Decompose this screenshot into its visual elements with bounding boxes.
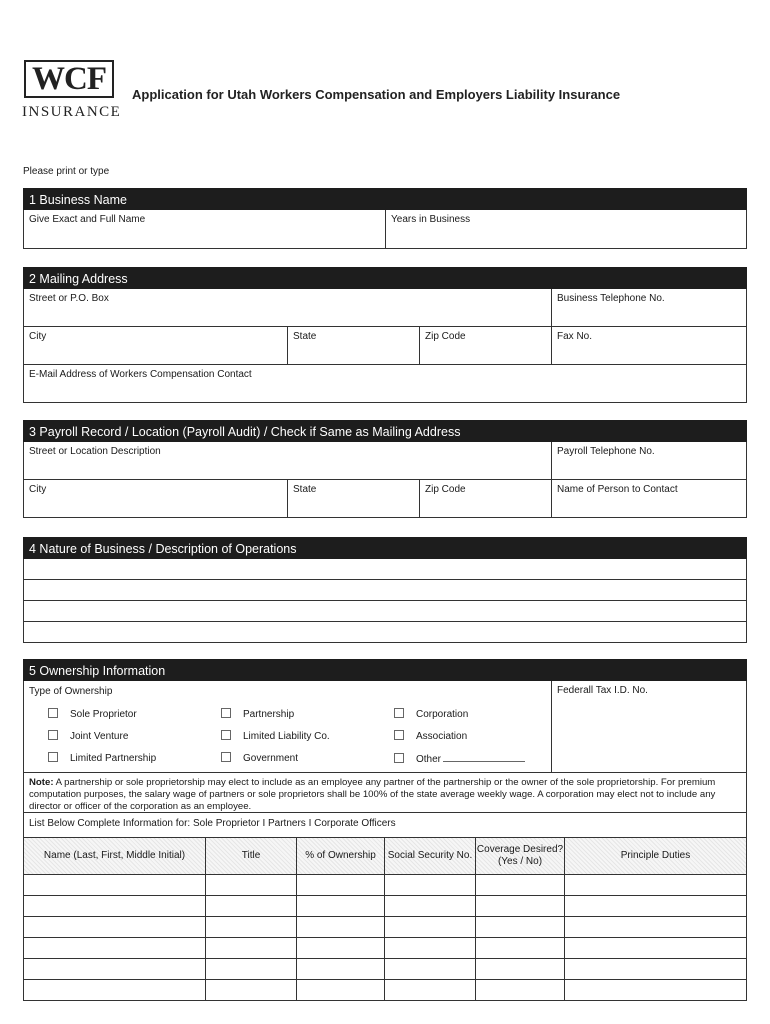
section-5-header: 5 Ownership Information — [23, 659, 747, 681]
checkbox[interactable] — [48, 752, 58, 762]
option-limited-liability[interactable]: Limited Liability Co. — [221, 730, 330, 742]
print-instruction: Please print or type — [23, 166, 110, 177]
years-in-business-field[interactable]: Years in Business — [385, 210, 746, 248]
mailing-zip-field[interactable]: Zip Code — [419, 327, 551, 364]
business-phone-field[interactable]: Business Telephone No. — [551, 289, 746, 326]
checkbox[interactable] — [394, 708, 404, 718]
section-1-header: 1 Business Name — [23, 188, 747, 210]
col-name: Name (Last, First, Middle Initial) — [24, 838, 205, 874]
option-government[interactable]: Government — [221, 752, 298, 764]
checkbox[interactable] — [48, 730, 58, 740]
mailing-city-field[interactable]: City — [29, 331, 47, 342]
checkbox[interactable] — [394, 753, 404, 763]
option-limited-partnership[interactable]: Limited Partnership — [48, 752, 156, 764]
col-ssn: Social Security No. — [384, 838, 475, 874]
table-row[interactable] — [24, 916, 746, 937]
payroll-phone-field[interactable]: Payroll Telephone No. — [551, 442, 746, 479]
section-payroll-location — [23, 420, 747, 518]
col-title: Title — [205, 838, 296, 874]
description-line[interactable] — [24, 621, 746, 642]
section-ownership — [23, 659, 747, 1001]
logo-subtitle: INSURANCE — [22, 104, 122, 120]
option-association[interactable]: Association — [394, 730, 467, 742]
officers-table — [24, 837, 746, 1000]
option-corporation[interactable]: Corporation — [394, 708, 468, 720]
section-nature-of-business — [23, 537, 747, 643]
description-line[interactable] — [24, 600, 746, 621]
table-row[interactable] — [24, 979, 746, 1000]
option-sole-proprietor[interactable]: Sole Proprietor — [48, 708, 137, 720]
location-street-field[interactable]: Street or Location Description — [29, 446, 161, 457]
checkbox[interactable] — [48, 708, 58, 718]
ownership-note: Note: A partnership or sole proprietorship may elect to include as an employee any partner of the partnership or the owner of the sole proprietorship. For premium computation purposes, the salary wage of partners or sole proprietors shall be 100% of the state average weekly wage. A corporation may elect not to include any director or officer of the corporation as an employee. — [24, 772, 746, 812]
option-partnership[interactable]: Partnership — [221, 708, 294, 720]
location-state-field[interactable]: State — [287, 480, 419, 517]
checkbox[interactable] — [221, 752, 231, 762]
section-2-header: 2 Mailing Address — [23, 267, 747, 289]
fax-field[interactable]: Fax No. — [551, 327, 746, 364]
table-header-row — [24, 838, 746, 874]
checkbox[interactable] — [221, 730, 231, 740]
section-business-name — [23, 188, 747, 249]
description-line[interactable] — [24, 579, 746, 600]
option-joint-venture[interactable]: Joint Venture — [48, 730, 128, 742]
document-title: Application for Utah Workers Compensation and Employers Liability Insurance — [132, 87, 621, 102]
wcf-logo: WCF — [24, 60, 114, 98]
checkbox[interactable] — [394, 730, 404, 740]
contact-email-field[interactable]: E-Mail Address of Workers Compensation Contact — [29, 369, 252, 380]
section-3-header: 3 Payroll Record / Location (Payroll Audit) / Check if Same as Mailing Address — [23, 420, 747, 442]
location-zip-field[interactable]: Zip Code — [419, 480, 551, 517]
col-ownership: % of Ownership — [296, 838, 384, 874]
mailing-street-field[interactable]: Street or P.O. Box — [29, 293, 109, 304]
option-other[interactable]: Other — [394, 752, 525, 765]
table-row[interactable] — [24, 958, 746, 979]
table-row[interactable] — [24, 937, 746, 958]
table-row[interactable] — [24, 874, 746, 895]
checkbox[interactable] — [221, 708, 231, 718]
federal-tax-id-field[interactable]: Federall Tax I.D. No. — [551, 681, 746, 772]
table-row[interactable] — [24, 895, 746, 916]
col-coverage: Coverage Desired? (Yes / No) — [475, 838, 564, 874]
business-name-field[interactable]: Give Exact and Full Name — [29, 214, 146, 225]
ownership-type-label: Type of Ownership — [29, 686, 113, 697]
col-duties: Principle Duties — [564, 838, 746, 874]
contact-person-field[interactable]: Name of Person to Contact — [551, 480, 746, 517]
other-text-line[interactable] — [443, 752, 525, 762]
description-line[interactable] — [24, 559, 746, 579]
section-4-header: 4 Nature of Business / Description of Operations — [23, 537, 747, 559]
officers-list-label: List Below Complete Information for: Sole Proprietor I Partners I Corporate Officers — [24, 812, 746, 837]
section-mailing-address — [23, 267, 747, 403]
mailing-state-field[interactable]: State — [287, 327, 419, 364]
location-city-field[interactable]: City — [29, 484, 47, 495]
